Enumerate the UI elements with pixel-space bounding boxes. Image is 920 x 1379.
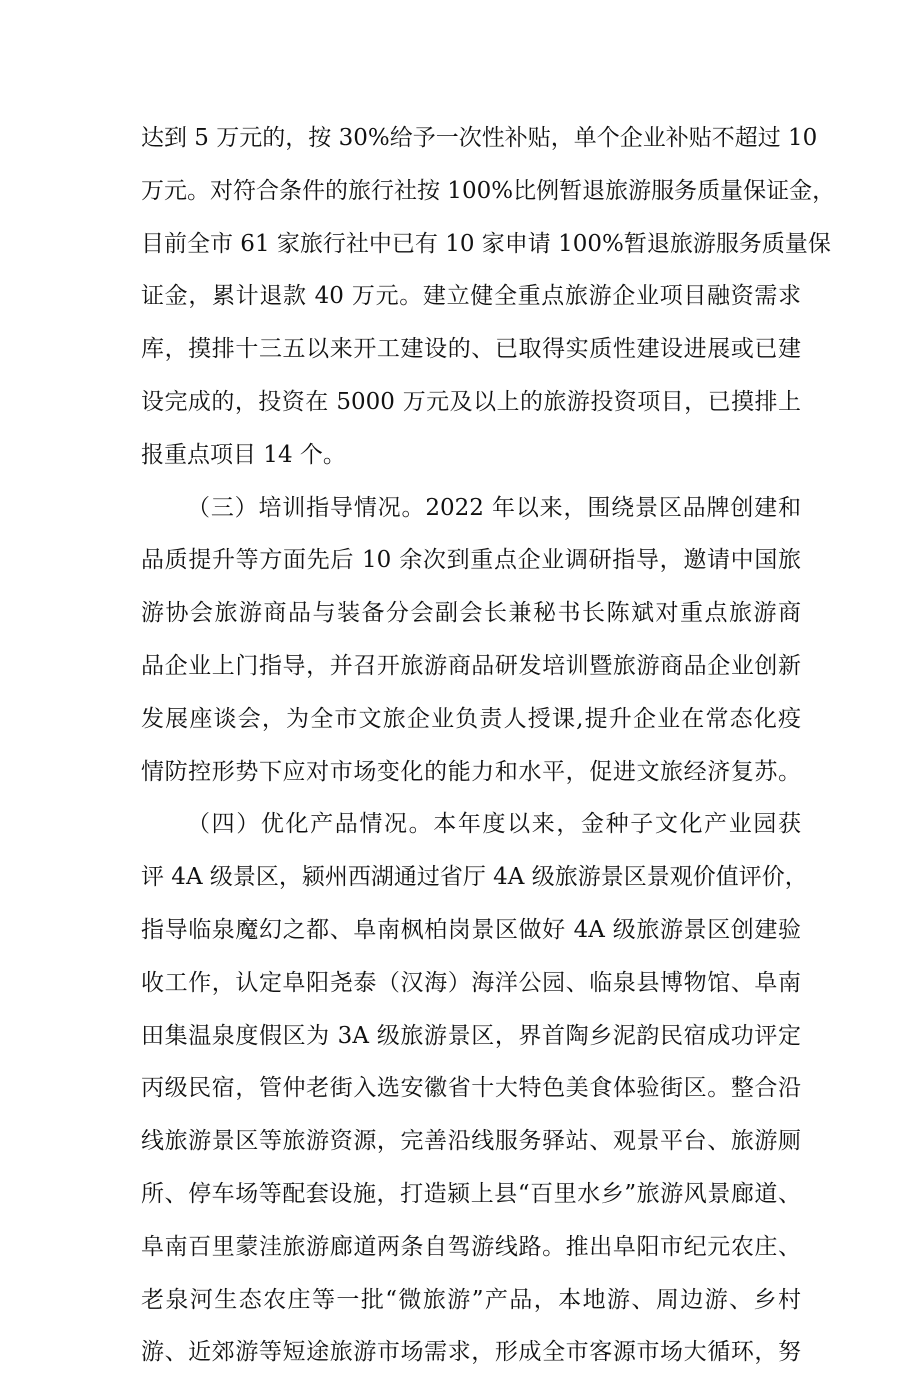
text-line: 阜南百里蒙洼旅游廊道两条自驾游线路。推出阜阳市纪元农庄、 [141,1233,801,1260]
text-line: 情防控形势下应对市场变化的能力和水平，促进文旅经济复苏。 [141,758,801,785]
text-line: 老泉河生态农庄等一批“微旅游”产品，本地游、周边游、乡村 [141,1286,801,1313]
text-line: 发展座谈会，为全市文旅企业负责人授课,提升企业在常态化疫 [141,705,801,732]
text-line: 游、近郊游等短途旅游市场需求，形成全市客源市场大循环，努 [141,1339,801,1366]
text-line: 报重点项目 14 个。 [141,441,346,468]
text-line: 收工作，认定阜阳尧泰（汉海）海洋公园、临泉县博物馆、阜南 [141,969,801,996]
text-line: 评 4A 级景区，颍州西湖通过省厅 4A 级旅游景区景观价值评价， [141,864,808,891]
text-line: 证金，累计退款 40 万元。建立健全重点旅游企业项目融资需求 [141,283,801,310]
paragraph-heading-line: （四）优化产品情况。本年度以来，金种子文化产业园获 [187,811,801,838]
text-line: 线旅游景区等旅游资源，完善沿线服务驿站、观景平台、旅游厕 [141,1128,801,1155]
text-line: 游协会旅游商品与装备分会副会长兼秘书长陈斌对重点旅游商 [141,600,801,627]
text-line: 设完成的，投资在 5000 万元及以上的旅游投资项目，已摸排上 [141,388,801,415]
body-text [141,112,836,1379]
text-line: 指导临泉魔幻之都、阜南枫柏岗景区做好 4A 级旅游景区创建验 [141,916,801,943]
text-line: 丙级民宿，管仲老街入选安徽省十大特色美食体验街区。整合沿 [141,1075,801,1102]
text-line: 达到 5 万元的，按 30%给予一次性补贴，单个企业补贴不超过 10 [141,125,818,151]
paragraph-heading-line: （三）培训指导情况。2022 年以来，围绕景区品牌创建和 [187,494,801,521]
text-line: 品质提升等方面先后 10 余次到重点企业调研指导，邀请中国旅 [141,547,801,574]
text-line: 库，摸排十三五以来开工建设的、已取得实质性建设进展或已建 [141,336,801,363]
text-line: 目前全市 61 家旅行社中已有 10 家申请 100%暂退旅游服务质量保 [141,230,831,257]
text-line: 所、停车场等配套设施，打造颍上县“百里水乡”旅游风景廊道、 [141,1180,801,1207]
text-line: 田集温泉度假区为 3A 级旅游景区，界首陶乡泥韵民宿成功评定 [141,1022,801,1049]
text-line: 品企业上门指导，并召开旅游商品研发培训暨旅游商品企业创新 [141,652,801,679]
text-line: 万元。对符合条件的旅行社按 100%比例暂退旅游服务质量保证金， [141,177,836,204]
